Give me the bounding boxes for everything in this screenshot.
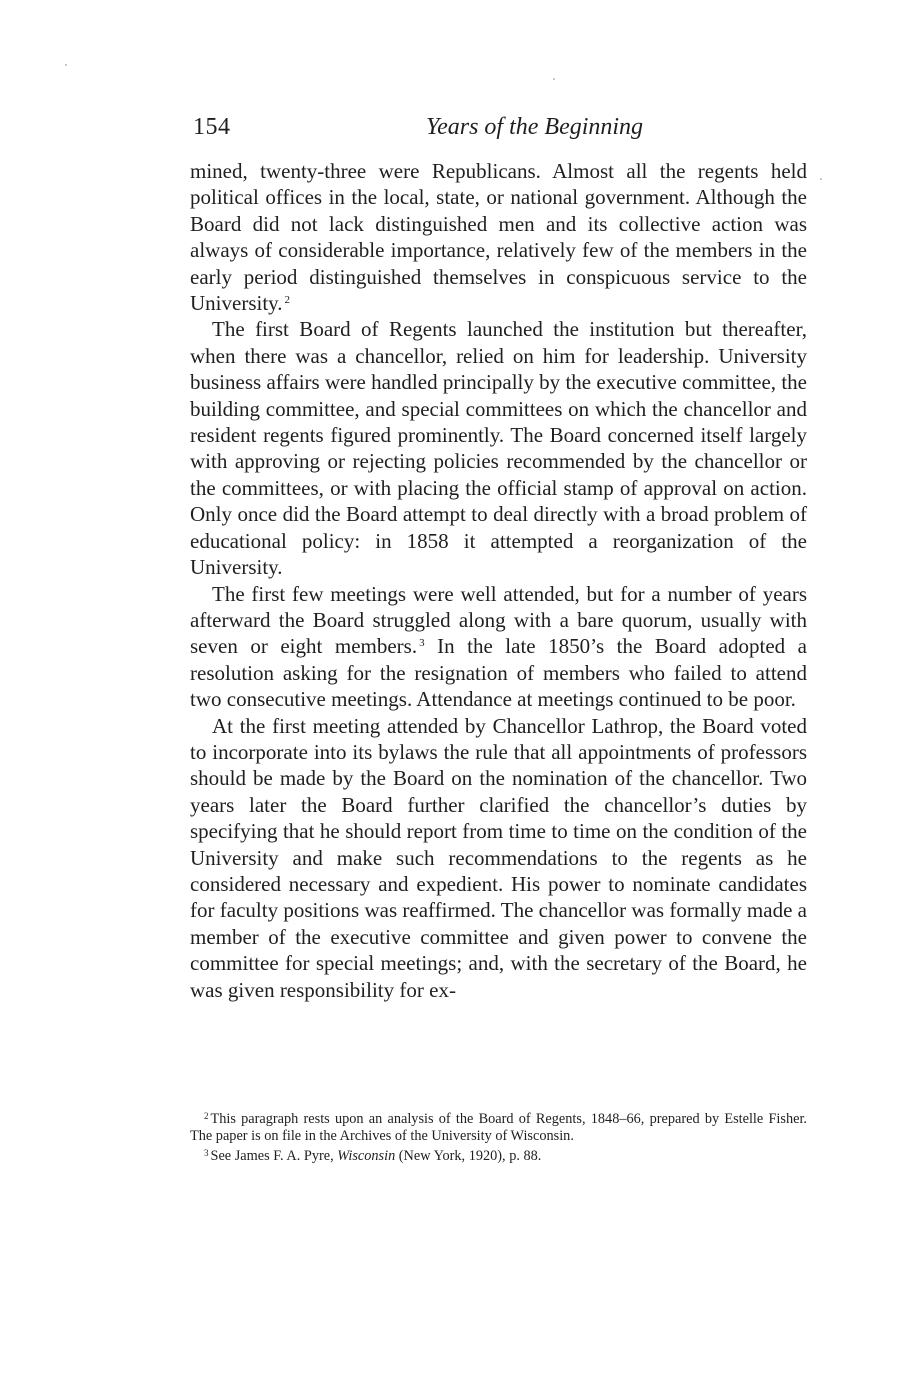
- footnote-text-b: (New York, 1920), p. 88.: [395, 1148, 542, 1164]
- running-title: Years of the Beginning: [425, 114, 644, 140]
- page-number: 154: [193, 114, 231, 140]
- footnotes: [190, 1108, 807, 1165]
- body-text: [190, 158, 807, 1003]
- footnote-3: [190, 1145, 807, 1165]
- paragraph-3-text-b: In the late 1850’s the Board adopted a resolution asking for the resignation of members who failed to attend two consecutive meetings. Attendance at meetings continued to be poor.: [190, 634, 807, 712]
- running-head: [193, 112, 806, 152]
- paragraph-1: [190, 158, 807, 316]
- footnote-mark: 2: [204, 1111, 209, 1121]
- footnote-ref-2: 2: [284, 294, 291, 307]
- paper-speck: [553, 78, 555, 80]
- paper-speck: [65, 64, 67, 66]
- paragraph-2: The first Board of Regents launched the institution but thereafter, when there was a chancellor, relied on him for leadership. University business affairs were handled principally by the executive committee, the building committee, and special committees on which the chancellor and resident regents figured prominently. The Board concerned itself largely with approving or rejecting policies recommended by the chancellor or the committees, or with placing the official stamp of approval on action. Only once did the Board attempt to deal directly with a broad problem of educational policy: in 1858 it attempted a reorganization of the University.: [190, 317, 807, 580]
- paragraph-4: At the first meeting attended by Chancellor Lathrop, the Board voted to incorporate into its bylaws the rule that all appointments of professors should be made by the Board on the nomination of the chancellor. Two years later the Board further clarified the chancellor’s duties by specifying that he should report from time to time on the condition of the University and make such recommendations to the regents as he considered necessary and expedient. His power to nominate candidates for faculty positions was reaffirmed. The chancellor was formally made a member of the executive committee and given power to convene the committee for special meetings; and, with the secretary of the Board, he was given responsibility for ex-: [190, 713, 807, 1002]
- footnote-text: This paragraph rests upon an analysis of the Board of Regents, 1848–66, prepared by Estelle Fisher. The paper is on file in the Archives of the University of Wisconsin.: [190, 1111, 807, 1144]
- footnote-text-a: See James F. A. Pyre,: [210, 1148, 338, 1164]
- paragraph-3-text-a: The first few meetings were well attended, but for a number of years afterward the Board struggled along with a bare quorum, usually with seven or eight members.: [190, 581, 807, 659]
- footnote-source-title: Wisconsin: [337, 1148, 396, 1164]
- paragraph-1-text: mined, twenty-three were Republicans. Almost all the regents held political offices in the local, state, or national government. Although the Board did not lack distinguished men and its collective action was always of considerable importance, relatively few of the members in the early period distinguished themselves in conspicuous service to the University.: [190, 159, 807, 316]
- footnote-mark: 3: [204, 1148, 209, 1158]
- paragraph-3: [190, 581, 807, 713]
- footnote-ref-3: 3: [419, 637, 425, 650]
- footnote-2: [190, 1108, 807, 1145]
- paper-speck: [820, 178, 822, 180]
